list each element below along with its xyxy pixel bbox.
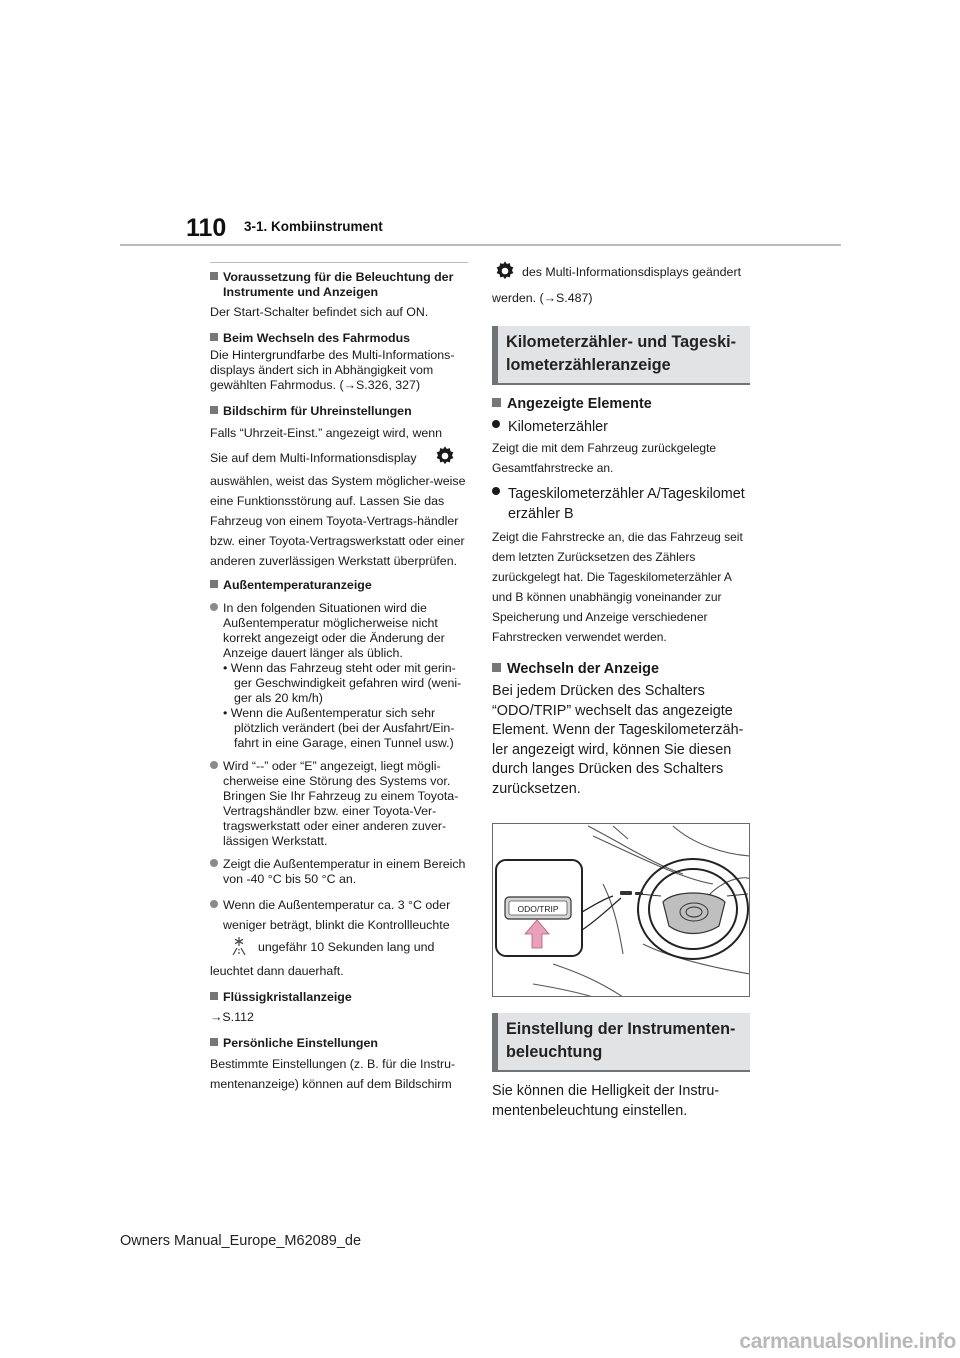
temp-bullet-1: In den folgenden Situationen wird die Außentemperatur möglicherweise nicht korrekt angezeigt oder die Änderung der Anzeige dauert länger als üblich. xyxy=(210,601,468,661)
header-rule xyxy=(120,244,841,246)
heading-lighting-condition: Voraussetzung für die Beleuchtung der Instrumente und Anzeigen xyxy=(210,270,468,300)
text-clock-settings-b: Sie auf dem Multi-Informationsdisplay xyxy=(210,451,417,465)
square-bullet-icon xyxy=(210,333,218,341)
continued-line-b: werden. (→S.487) xyxy=(492,291,593,305)
item-trip-title: Tageskilometerzähler A/Tageskilomet erzähler B xyxy=(492,484,750,524)
dashboard-drawing xyxy=(493,824,750,997)
text-clock-settings-a: Falls “Uhrzeit-Einst.” angezeigt wird, wenn xyxy=(210,426,443,440)
text-personal-settings: Bestimmte Einstellungen (z. B. für die Instru-mentenanzeige) können auf dem Bildschirm xyxy=(210,1057,456,1091)
round-bullet-icon xyxy=(210,603,218,611)
heading-clock-settings: Bildschirm für Uhreinstellungen xyxy=(210,404,468,419)
text-temp-bullet-4-c: leuchtet dann dauerhaft. xyxy=(210,964,344,978)
text-lighting-condition: Der Start-Schalter befindet sich auf ON. xyxy=(210,305,429,319)
continued-line-a: des Multi-Informationsdisplays geändert xyxy=(492,262,750,282)
square-bullet-icon xyxy=(492,398,501,407)
temp-bullet-4-line-b xyxy=(210,937,468,957)
heading-switch-display: Wechseln der Anzeige xyxy=(492,660,750,678)
text-lighting: Sie können die Helligkeit der Instru-mentenbeleuchtung einstellen. xyxy=(492,1083,720,1119)
odo-trip-illustration xyxy=(492,823,750,997)
page-number: 110 xyxy=(186,214,227,242)
odo-trip-label: ODO/TRIP xyxy=(517,904,559,914)
section-box-lighting: Einstellung der Instrumenten-beleuchtung xyxy=(492,1013,750,1072)
temp-bullet-3: Zeigt die Außentemperatur in einem Bereich von -40 °C bis 50 °C an. xyxy=(210,857,468,887)
item-odometer-text: Zeigt die mit dem Fahrzeug zurückgelegte Gesamtfahrstrecke an. xyxy=(492,441,717,475)
text-drive-mode: Die Hintergrundfarbe des Multi-Informations-displays ändert sich in Abhängigkeit vom gewählten Fahrmodus. (→S.326, 327) xyxy=(210,348,455,392)
text-temp-bullet-4-b: ungefähr 10 Sekunden lang und xyxy=(258,940,435,954)
text-clock-settings-b-line xyxy=(210,448,468,468)
heading-displayed-items: Angezeigte Elemente xyxy=(492,395,750,413)
heading-personal-settings: Persönliche Einstellungen xyxy=(210,1036,468,1051)
item-trip-text: Zeigt die Fahrstrecke an, die das Fahrzeug seit dem letzten Zurücksetzen des Zählers zurückgelegt hat. Die Tageskilometerzähler A und B können unabhängig voneinander zur Speicherung und Anzeige verschiedener Fahrstrecken verwendet werden. xyxy=(492,530,743,644)
round-bullet-icon xyxy=(492,420,500,428)
snowflake-road-icon xyxy=(230,936,248,956)
gear-icon xyxy=(434,445,456,467)
item-odometer-title: Kilometerzähler xyxy=(492,417,750,437)
footer-manual-name: Owners Manual_Europe_M62089_de xyxy=(120,1233,362,1249)
gear-icon xyxy=(494,260,516,282)
text-clock-settings-c: auswählen, weist das System möglicher-weise eine Funktionsstörung auf. Lassen Sie das Fahrzeug von einem Toyota-Vertrags-händler bzw. einer Toyota-Vertragswerkstatt oder einer anderen zuverlässigen Werkstatt überprüfen. xyxy=(210,474,466,568)
temp-bullet-4: Wenn die Außentemperatur ca. 3 °C oder weniger beträgt, blinkt die Kontrollleuchte xyxy=(210,895,468,935)
square-bullet-icon xyxy=(492,663,501,672)
round-bullet-icon xyxy=(210,761,218,769)
round-bullet-icon xyxy=(492,487,500,495)
square-bullet-icon xyxy=(210,1038,218,1046)
section-box-odometer: Kilometerzähler- und Tageski-lometerzähleranzeige xyxy=(492,326,750,385)
right-column xyxy=(492,262,750,1121)
heading-drive-mode: Beim Wechseln des Fahrmodus xyxy=(210,331,468,346)
section-title: 3-1. Kombiinstrument xyxy=(244,219,383,234)
heading-lcd: Flüssigkristallanzeige xyxy=(210,990,468,1005)
temp-sub-item-1: • Wenn das Fahrzeug steht oder mit gerin-ger Geschwindigkeit gefahren wird (weni-ger als 20 km/h) xyxy=(223,661,462,705)
temp-bullet-2: Wird “--” oder “E” angezeigt, liegt mögli-cherweise eine Störung des Systems vor. Bringen Sie Ihr Fahrzeug zu einem Toyota-Vertragshändler bzw. einer Toyota-Ver-tragswerkstatt oder einer anderen zuver-lässigen Werkstatt. xyxy=(210,759,468,849)
temp-sub-item-2: • Wenn die Außentemperatur sich sehr plötzlich verändert (bei der Ausfahrt/Ein-fahrt in eine Garage, einen Tunnel usw.) xyxy=(223,706,455,750)
text-switch-display: Bei jedem Drücken des Schalters “ODO/TRIP” wechselt das angezeigte Element. Wenn der Tageskilometerzäh-ler angezeigt wird, können Sie diesen durch langes Drücken des Schalters zurücksetzen. xyxy=(492,683,744,797)
left-column xyxy=(210,262,468,1094)
square-bullet-icon xyxy=(210,580,218,588)
heading-outside-temp: Außentemperaturanzeige xyxy=(210,578,468,593)
square-bullet-icon xyxy=(210,992,218,1000)
link-lcd[interactable]: →S.112 xyxy=(210,1010,254,1024)
round-bullet-icon xyxy=(210,900,218,908)
watermark[interactable]: carmanualsonline.info xyxy=(739,1330,956,1353)
square-bullet-icon xyxy=(210,272,218,280)
round-bullet-icon xyxy=(210,859,218,867)
square-bullet-icon xyxy=(210,406,218,414)
